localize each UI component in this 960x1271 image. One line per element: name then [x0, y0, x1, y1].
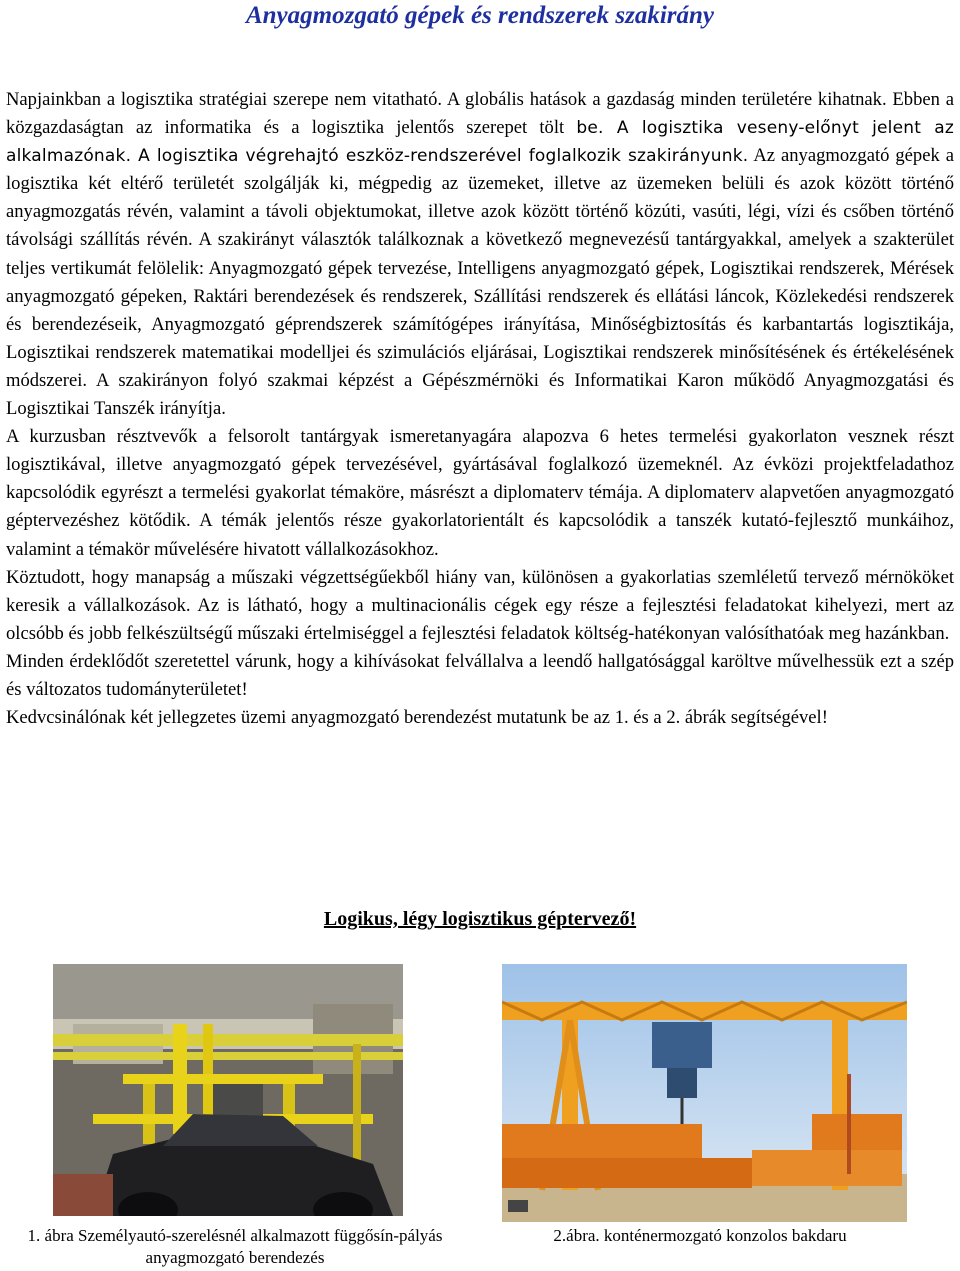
intro-spaced-text: be. A logisztika veseny-előnyt jelent az alkalmazónak. A logisztika végrehajtó eszköz-rendszerével foglalkozik szakirányunk. [6, 118, 955, 167]
overhead-rail-illustration [53, 964, 403, 1216]
slogan-text: Logikus, légy logisztikus géptervező! [323, 908, 637, 930]
intro-paragraph [6, 86, 954, 423]
welcome-paragraph: Minden érdeklődőt szeretettel várunk, hogy a kihívásokat felvállalva a leendő hallgatósággal karöltve művelhessük ezt a szép és változatos tudományterületet! [6, 650, 954, 700]
industry-paragraph: Köztudott, hogy manapság a műszaki végzettségűekből hiány van, különösen a gyakorlatias szemléletű tervező mérnököket keresik a vállalkozások. Az is látható, hogy a multinacionális cégek egy része a fejlesztési feladatokat kihelyezi, mert az olcsóbb és jobb felkészültségű műszaki értelmiséggel a fejlesztési feladatok költség-hatékonyan valósíthatóak meg hazánkban. [6, 566, 954, 644]
figure-2-photo [502, 964, 907, 1222]
figure-1-photo [53, 964, 403, 1216]
figure-2-caption: 2.ábra. konténermozgató konzolos bakdaru [553, 1226, 847, 1245]
slogan [0, 908, 960, 931]
intro-lead: Napjainkban a logisztika stratégiai szerepe nem vitatható. A globális hatások a gazdaság minden területére kihatnak. Ebben a közgazdaságtan az informatika és a logisztika jelentős szerepet tölt [6, 89, 954, 139]
page-title: Anyagmozgató gépek és rendszerek szakirány [245, 2, 715, 29]
figures-intro-paragraph: Kedvcsinálónak két jellegzetes üzemi anyagmozgató berendezést mutatunk be az 1. és a 2. ábrák segítségével! [6, 707, 828, 729]
figure-1-caption: 1. ábra Személyautó-szerelésnél alkalmazott függősín-pályás anyagmozgató berendezés [27, 1226, 443, 1267]
intro-rest: Az anyagmozgató gépek a logisztika két eltérő területét szolgálják ki, mégpedig az üzemeket, illetve az üzemeken belüli és azok között történő anyagmozgatás révén, valamint a távoli objektumokat, illetve azok között történő közúti, vasúti, légi, vízi és csőben történő távolsági szállítás révén. A szakirányt választók találkoznak a következő megnevezésű tantárgyakkal, amelyek a szakterület teljes vertikumát felölelik: Anyagmozgató gépek tervezése, Intelligens anyagmozgató gépek, Logisztikai rendszerek, Mérések anyagmozgató gépeken, Raktári berendezések és rendszerek, Szállítási rendszerek és ellátási láncok, Közlekedési rendszerek és berendezéseik, Anyagmozgató géprendszerek számítógépes irányítása, Minőségbiztosítás és karbantartás logisztikája, Logisztikai rendszerek matematikai modelljei és szimulációs eljárásai, Logisztikai rendszerek minősítésének és értékelésének módszerei. A szakirányon folyó szakmai képzést a Gépészmérnöki és Informatikai Karon működő Anyagmozgatási és Logisztikai Tanszék irányítja. [6, 145, 954, 420]
gantry-crane-illustration [502, 964, 907, 1222]
course-paragraph: A kurzusban résztvevők a felsorolt tantárgyak ismeretanyagára alapozva 6 hetes termelési gyakorlaton vesznek részt logisztikával, illetve anyagmozgató gépek tervezésével, gyártásával foglalkozó üzemeknél. Az évközi projektfeladathoz kapcsolódik egyrészt a termelési gyakorlat témaköre, másrészt a diplomaterv témája. A diplomaterv alapvetően anyagmozgató géptervezéshez kötődik. A témák jelentős része gyakorlatorientált és kapcsolódik a tanszék kutató-fejlesztő munkáihoz, valamint a témakör művelésére hivatott vállalkozásokhoz. [6, 426, 954, 560]
document-body [6, 86, 954, 732]
